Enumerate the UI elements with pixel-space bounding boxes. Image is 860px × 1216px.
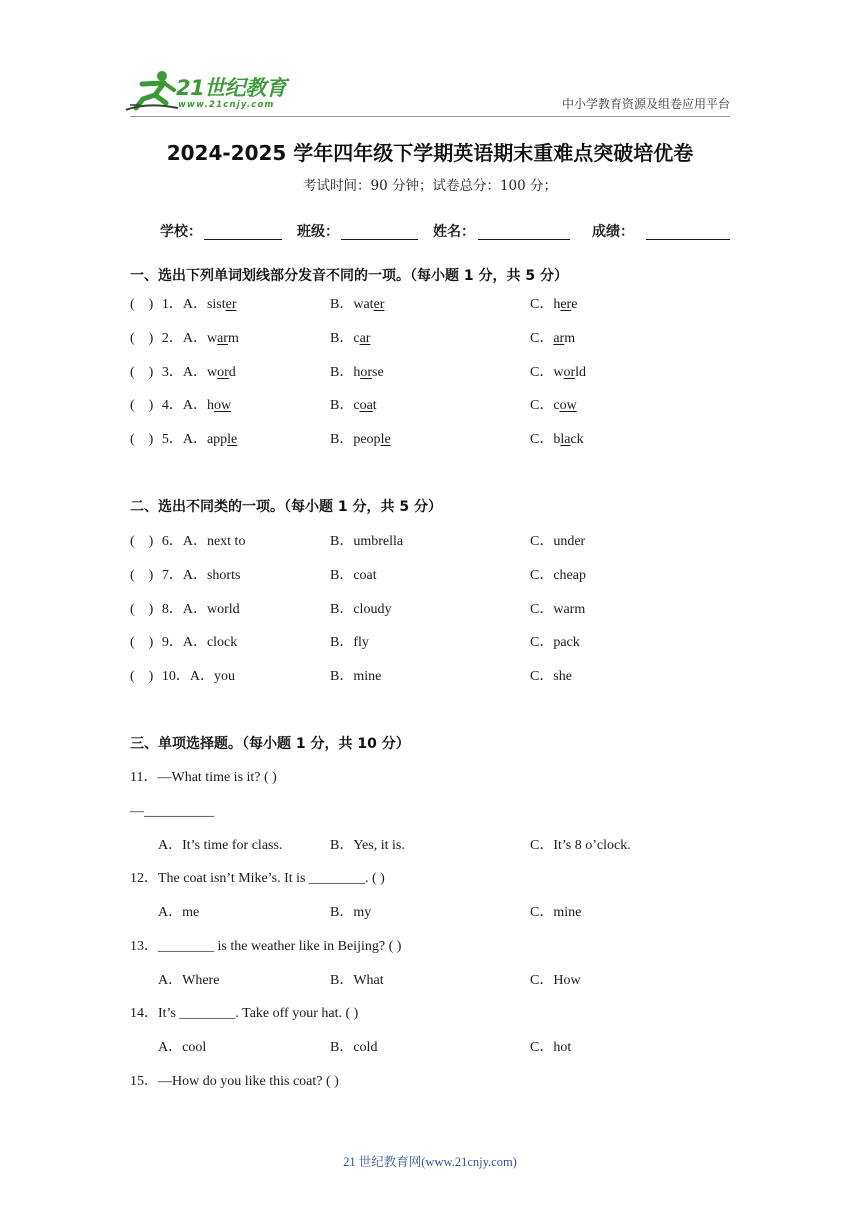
option-text: fly <box>353 635 369 651</box>
name-blank <box>478 239 570 240</box>
word-part: h <box>206 398 214 414</box>
logo-url: www.21cnjy.com <box>178 100 275 110</box>
question-number: 1． <box>161 297 183 312</box>
option-c <box>530 964 581 998</box>
question-row <box>130 660 730 694</box>
question-row <box>130 322 730 356</box>
option-label: C． <box>530 398 554 414</box>
class-label: 班级： <box>297 224 339 240</box>
word-part: w <box>206 330 218 346</box>
word-part: w <box>206 364 218 380</box>
option-a <box>158 1031 206 1065</box>
answer-blank: ( ) <box>130 330 154 346</box>
page-footer: 21 世纪教育网(www.21cnjy.com) <box>343 1155 517 1169</box>
underlined-part: er <box>373 297 385 312</box>
word-part: t <box>372 398 377 414</box>
question-row <box>130 389 730 423</box>
question-number: 7． <box>161 567 183 583</box>
question-number: 2． <box>161 330 183 346</box>
word-part: sist <box>206 297 226 312</box>
option-text: you <box>213 669 235 684</box>
section2-questions <box>130 525 730 694</box>
option-text: Yes, it is. <box>353 837 405 853</box>
underlined-part: ar <box>553 330 565 346</box>
question-row <box>130 559 730 593</box>
option-label: A． <box>182 297 207 312</box>
option-c <box>530 660 572 694</box>
option-label: B． <box>330 398 354 414</box>
option-label: C． <box>530 364 554 380</box>
question-row <box>130 423 730 457</box>
option-c <box>530 1031 571 1065</box>
option-label: C． <box>530 432 554 447</box>
option-text: world <box>206 601 240 617</box>
option-label: C． <box>530 972 554 988</box>
word-part: m <box>227 330 239 346</box>
option-label: C． <box>530 635 554 651</box>
option-b <box>330 626 369 660</box>
option-a <box>158 896 199 930</box>
option-a <box>183 602 240 617</box>
option-c <box>530 525 585 559</box>
option-label: B． <box>330 567 354 583</box>
option-b <box>330 660 381 694</box>
option-c <box>530 559 586 593</box>
option-text: It’s 8 o’clock. <box>553 837 631 853</box>
option-label: A． <box>158 905 183 920</box>
underlined-part: or <box>563 364 576 380</box>
option-a <box>183 635 237 650</box>
option-c <box>530 423 584 457</box>
option-a <box>183 568 241 583</box>
option-c <box>530 389 577 423</box>
option-label: A． <box>189 669 214 684</box>
option-a <box>183 297 237 312</box>
option-b <box>330 356 384 390</box>
word-part: e <box>571 297 578 312</box>
option-label: A． <box>182 398 207 414</box>
word-part: b <box>553 432 561 447</box>
answer-blank: ( ) <box>130 601 154 617</box>
option-label: A． <box>182 635 207 651</box>
class-blank <box>341 239 418 240</box>
underlined-part: ow <box>559 398 577 414</box>
option-label: A． <box>182 601 207 617</box>
word-part: h <box>553 297 561 312</box>
word-part: ld <box>575 364 587 380</box>
name-label: 姓名： <box>433 224 475 240</box>
question-text: —What time is it? ( ) <box>157 770 277 785</box>
option-text: clock <box>206 635 238 651</box>
option-b <box>330 896 371 930</box>
option-label: A． <box>182 567 207 583</box>
question-row <box>130 288 730 322</box>
question-text: The coat isn’t Mike’s. It is ________. ( ) <box>158 871 385 887</box>
school-blank <box>204 239 282 240</box>
option-label: A． <box>182 364 207 380</box>
option-label: B． <box>330 1040 354 1055</box>
underlined-part: le <box>380 432 391 447</box>
option-b <box>330 525 403 559</box>
option-b <box>330 559 377 593</box>
option-b <box>330 964 384 998</box>
answer-blank: ( ) <box>130 364 154 380</box>
answer-blank: ( ) <box>130 635 154 651</box>
score-blank <box>646 239 730 240</box>
word-part: ck <box>570 432 584 447</box>
option-a <box>183 534 246 549</box>
word-part: c <box>353 398 360 414</box>
page-title: 2024-2025 学年四年级下学期英语期末重难点突破培优卷 <box>166 141 694 165</box>
option-label: C． <box>530 601 554 617</box>
word-part: se <box>372 364 384 380</box>
option-text: What <box>353 972 384 988</box>
answer-blank: ( ) <box>130 567 154 583</box>
underlined-part: ar <box>217 330 228 346</box>
word-part: peop <box>353 432 381 447</box>
option-c <box>530 288 577 322</box>
option-a <box>158 964 219 998</box>
question-number: 12． <box>130 871 158 887</box>
question-text: ________ is the weather like in Beijing? ( ) <box>158 938 402 954</box>
option-label: B． <box>330 972 354 988</box>
platform-name: 中小学教育资源及组卷应用平台 <box>561 97 730 111</box>
option-label: C． <box>530 1040 554 1055</box>
underlined-part: or <box>217 364 229 380</box>
question-stem <box>130 862 730 896</box>
underlined-part: la <box>560 432 571 447</box>
answer-blank: ( ) <box>130 297 154 312</box>
option-label: A． <box>158 1040 183 1055</box>
option-label: C． <box>530 669 554 684</box>
answer-blank: ( ) <box>130 432 154 447</box>
underlined-part: le <box>227 432 238 447</box>
question-row <box>130 593 730 627</box>
options-row <box>130 896 730 930</box>
options-row <box>130 1031 730 1065</box>
word-part: app <box>206 432 228 447</box>
option-text: Where <box>182 972 220 988</box>
option-text: warm <box>553 601 586 617</box>
option-text: under <box>553 534 586 549</box>
option-label: B． <box>330 330 354 346</box>
option-label: B． <box>330 837 354 853</box>
option-text: shorts <box>206 567 241 583</box>
question-text: It’s ________. Take off your hat. ( ) <box>158 1006 359 1022</box>
option-label: B． <box>330 432 354 447</box>
word-part: c <box>553 398 560 414</box>
score-label: 成绩： <box>592 224 634 240</box>
option-text: me <box>182 905 200 920</box>
option-label: A． <box>158 972 183 988</box>
option-a <box>158 829 282 863</box>
question-number: 15． <box>130 1073 158 1089</box>
option-text: mine <box>353 669 382 684</box>
option-label: C． <box>530 534 554 549</box>
word-part: wat <box>353 297 374 312</box>
option-label: B． <box>330 669 354 684</box>
option-text: cold <box>353 1040 378 1055</box>
option-label: B． <box>330 534 354 549</box>
question-number: 6． <box>161 534 183 549</box>
option-text: How <box>553 972 581 988</box>
option-label: A． <box>158 837 183 853</box>
question-number: 11． <box>130 770 158 785</box>
logo-text: 21世纪教育 <box>176 76 287 100</box>
option-c <box>530 356 586 390</box>
answer-blank: ( ) <box>130 398 154 414</box>
answer-line-text: —__________ <box>130 803 214 819</box>
option-label: C． <box>530 837 554 853</box>
word-part: c <box>353 330 360 346</box>
header-divider <box>130 116 730 117</box>
question-number: 9． <box>161 635 183 651</box>
option-b <box>330 322 370 356</box>
question-stem <box>130 761 730 795</box>
question-number: 13． <box>130 938 158 954</box>
option-label: B． <box>330 905 354 920</box>
option-a <box>190 669 235 684</box>
question-stem <box>130 997 730 1031</box>
question-number: 8． <box>161 601 183 617</box>
question-stem <box>130 930 730 964</box>
option-c <box>530 626 580 660</box>
question-number: 4． <box>161 398 183 414</box>
option-a <box>183 432 237 447</box>
option-label: A． <box>182 534 207 549</box>
option-text: It’s time for class. <box>182 837 283 853</box>
question-number: 5． <box>161 432 183 447</box>
question-row <box>130 626 730 660</box>
option-label: A． <box>182 330 207 346</box>
question-number: 14． <box>130 1006 158 1022</box>
option-text: next to <box>206 534 246 549</box>
question-number: 10． <box>161 669 190 684</box>
underlined-part: ow <box>213 398 232 414</box>
option-b <box>330 389 377 423</box>
section1-questions <box>130 288 730 457</box>
option-text: pack <box>553 635 580 651</box>
options-row <box>130 829 730 863</box>
underlined-part: ar <box>359 330 371 346</box>
section-heading: 一、选出下列单词划线部分发音不同的一项。（每小题 1 分，共 5 分） <box>130 268 568 284</box>
section-heading: 三、单项选择题。（每小题 1 分，共 10 分） <box>130 736 410 752</box>
section3-questions <box>130 761 730 1099</box>
option-label: C． <box>530 330 554 346</box>
option-label: B． <box>330 601 354 617</box>
underlined-part: or <box>360 364 373 380</box>
word-part: d <box>228 364 236 380</box>
question-row <box>130 356 730 390</box>
option-b <box>330 288 384 322</box>
option-b <box>330 829 405 863</box>
question-stem <box>130 1065 730 1099</box>
option-label: B． <box>330 364 354 380</box>
question-number: 3． <box>161 364 183 380</box>
option-b <box>330 423 391 457</box>
option-label: C． <box>530 567 554 583</box>
options-row <box>130 964 730 998</box>
option-label: C． <box>530 905 554 920</box>
option-c <box>530 322 575 356</box>
answer-blank: ( ) <box>130 669 154 684</box>
exam-info: 考试时间：90 分钟；试卷总分：100 分； <box>302 178 558 194</box>
option-a <box>183 331 239 346</box>
option-text: cheap <box>553 567 586 583</box>
option-label: B． <box>330 297 354 312</box>
option-text: umbrella <box>353 534 404 549</box>
underlined-part: er <box>560 297 572 312</box>
option-a <box>183 398 231 413</box>
option-a <box>183 365 236 380</box>
answer-blank: ( ) <box>130 534 154 549</box>
runner-logo-icon <box>124 70 180 112</box>
option-b <box>330 1031 377 1065</box>
option-text: mine <box>553 905 582 920</box>
word-part: m <box>564 330 576 346</box>
option-c <box>530 896 581 930</box>
underlined-part: er <box>225 297 237 312</box>
question-text: —How do you like this coat? ( ) <box>158 1073 339 1089</box>
option-label: A． <box>182 432 207 447</box>
option-label: B． <box>330 635 354 651</box>
school-label: 学校： <box>160 224 202 240</box>
option-text: coat <box>353 567 377 583</box>
section-heading: 二、选出不同类的一项。（每小题 1 分，共 5 分） <box>130 499 442 515</box>
underlined-part: oa <box>359 398 373 414</box>
option-c <box>530 593 585 627</box>
question-row <box>130 525 730 559</box>
option-text: she <box>553 669 573 684</box>
option-text: my <box>353 905 372 920</box>
option-label: C． <box>530 297 554 312</box>
option-b <box>330 593 391 627</box>
option-text: cool <box>182 1040 207 1055</box>
word-part: h <box>353 364 361 380</box>
answer-line <box>130 795 730 829</box>
word-part: w <box>553 364 564 380</box>
option-text: hot <box>553 1040 572 1055</box>
option-c <box>530 829 631 863</box>
option-text: cloudy <box>353 601 392 617</box>
